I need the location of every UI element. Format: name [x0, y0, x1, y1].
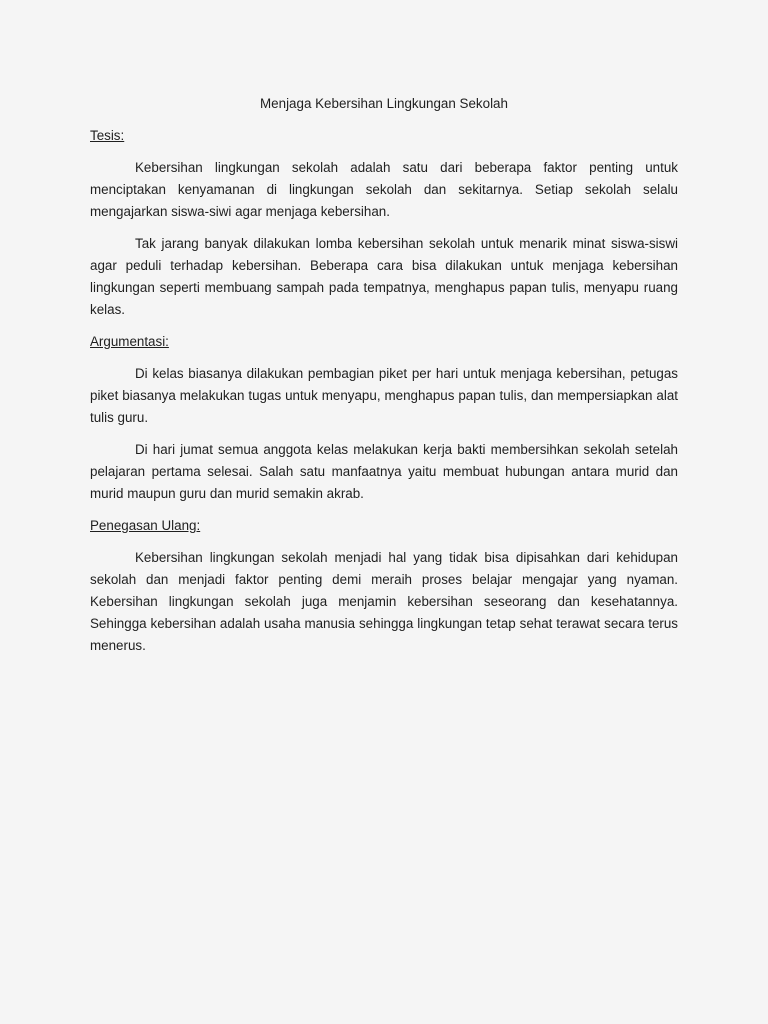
section-heading-argumentasi: Argumentasi: — [90, 334, 169, 349]
paragraph: Kebersihan lingkungan sekolah adalah satu dari beberapa faktor penting untuk menciptakan kenyamanan di lingkungan sekolah dan sekitarnya. Setiap sekolah selalu mengajarkan siswa-siwi agar menjaga kebersihan. — [90, 160, 678, 219]
section-tesis — [90, 125, 678, 321]
paragraph: Kebersihan lingkungan sekolah menjadi hal yang tidak bisa dipisahkan dari kehidupan sekolah dan menjadi faktor penting demi meraih proses belajar mengajar yang nyaman. Kebersihan lingkungan sekolah juga menjamin kebersihan seseorang dan kesehatannya. Sehingga kebersihan adalah usaha manusia sehingga lingkungan tetap sehat terawat secara terus menerus. — [90, 550, 678, 653]
section-heading-penegasan-ulang: Penegasan Ulang: — [90, 518, 201, 533]
section-heading-tesis: Tesis: — [90, 128, 125, 143]
section-argumentasi — [90, 331, 678, 505]
section-penegasan-ulang — [90, 515, 678, 657]
paragraph: Tak jarang banyak dilakukan lomba kebersihan sekolah untuk menarik minat siswa-siswi agar peduli terhadap kebersihan. Beberapa cara bisa dilakukan untuk menjaga kebersihan lingkungan seperti membuang sampah pada tempatnya, menghapus papan tulis, menyapu ruang kelas. — [90, 236, 678, 317]
paragraph: Di kelas biasanya dilakukan pembagian piket per hari untuk menjaga kebersihan, petugas piket biasanya melakukan tugas untuk menyapu, menghapus papan tulis, dan mempersiapkan alat tulis guru. — [90, 366, 678, 425]
document-title: Menjaga Kebersihan Lingkungan Sekolah — [260, 96, 508, 111]
paragraph: Di hari jumat semua anggota kelas melakukan kerja bakti membersihkan sekolah setelah pelajaran pertama selesai. Salah satu manfaatnya yaitu membuat hubungan antara murid dan murid maupun guru dan murid semakin akrab. — [90, 442, 678, 501]
